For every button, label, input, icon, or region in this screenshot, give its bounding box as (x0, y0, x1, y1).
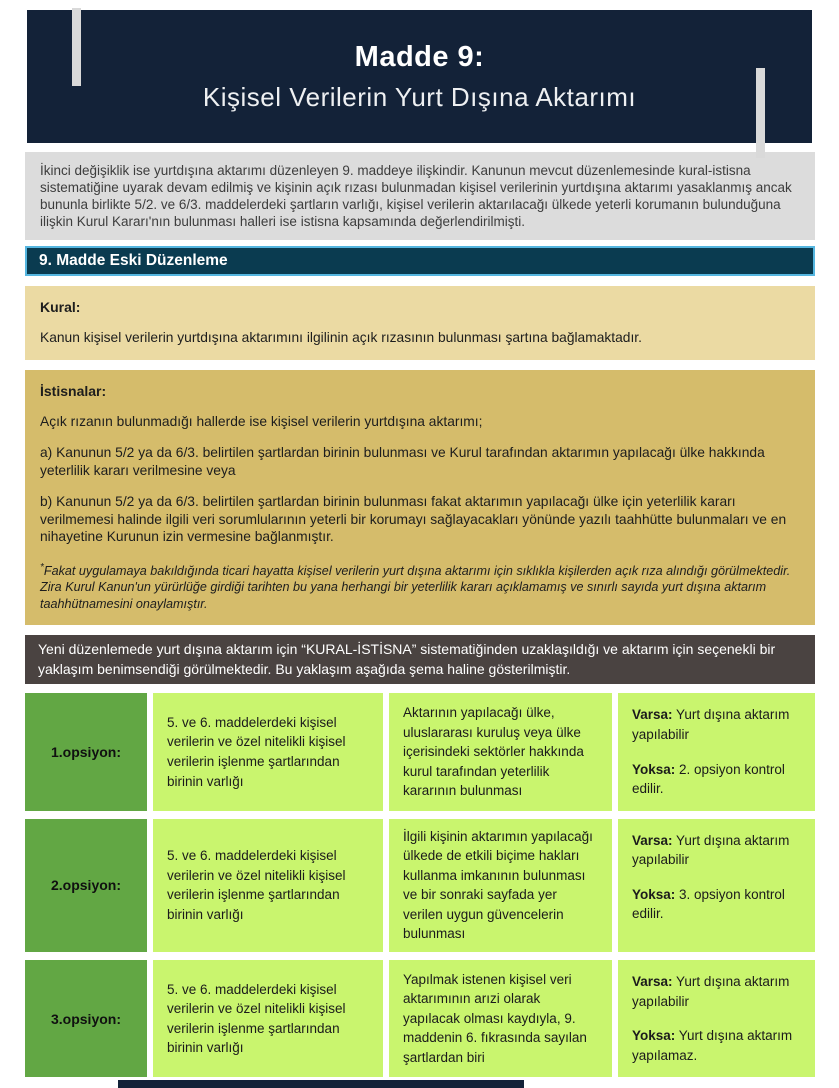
option-condition-cell (153, 819, 383, 952)
table-row (25, 819, 815, 952)
yoksa-text: 2. opsiyon kontrol edilir. (632, 761, 785, 797)
option-label-cell: 2.opsiyon: (25, 819, 147, 952)
istisnalar-item-b: b) Kanunun 5/2 ya da 6/3. belirtilen şartlardan birinin bulunması fakat aktarımın yapılacağı ülke için yeterlilik kararı verilmemesi halinde ilgili veri sorumlularının yeterli bir korumayı sağlayacakları yönünde yazılı taahhütte bulunmaları ve en nihayetine Kurunun izin vermesine bağlanmıştır. (40, 494, 787, 544)
section-header-old-regulation: 9. Madde Eski Düzenleme (25, 246, 815, 276)
detail-text: Yapılmak istenen kişisel veri aktarımının arızi olarak yapılacak olması kaydıyla, 9. maddenin 6. fıkrasında sayılan şartlardan biri (403, 971, 587, 1065)
condition-text: 5. ve 6. maddelerdeki kişisel verilerin ve özel nitelikli kişisel verilerin işlenme şartlarından birinin varlığı (167, 848, 346, 922)
varsa-text: Yurt dışına aktarım yapılabilir (632, 832, 790, 868)
option-outcome-cell (618, 960, 815, 1077)
kural-box (25, 286, 815, 360)
option-condition-cell (153, 693, 383, 810)
title-banner (27, 10, 812, 143)
yoksa-text: 3. opsiyon kontrol edilir. (632, 886, 785, 922)
detail-text: İlgili kişinin aktarımın yapılacağı ülkede de etkili biçime hakları kullanma imkanının bulunması ve bir sonraki sayfada yer verilen uygun güvencelerin bulunması (403, 828, 593, 942)
cutoff-next-section-bar (118, 1080, 524, 1088)
varsa-label: Varsa: (632, 832, 673, 848)
page-title: Madde 9: (354, 40, 485, 73)
istisnalar-item-a: a) Kanunun 5/2 ya da 6/3. belirtilen şartlardan birinin bulunması ve Kurul tarafından aktarımın yapılacağı ülke hakkında yeterlilik kararı verilmesine veya (40, 445, 765, 478)
accent-bar-left (72, 8, 81, 86)
new-regulation-note: Yeni düzenlemede yurt dışına aktarım için “KURAL-İSTİSNA” sistematiğinden uzaklaşıldığı ve aktarım için seçenekli bir yaklaşım benimsendiği görülmektedir. Bu yaklaşım aşağıda şema haline gösterilmiştir. (25, 635, 815, 684)
yoksa-outcome (632, 885, 801, 924)
yoksa-label: Yoksa: (632, 761, 676, 777)
footnote-asterisk: * (40, 561, 44, 573)
varsa-outcome (632, 831, 801, 870)
kural-label: Kural: (40, 299, 81, 315)
varsa-outcome (632, 705, 801, 744)
condition-text: 5. ve 6. maddelerdeki kişisel verilerin ve özel nitelikli kişisel verilerin işlenme şartlarından birinin varlığı (167, 981, 346, 1056)
yoksa-outcome (632, 1026, 801, 1065)
varsa-text: Yurt dışına aktarım yapılabilir (632, 974, 790, 1009)
detail-text: Aktarının yapılacağı ülke, uluslararası kuruluş veya ülke içerisindeki sektörler hakkında kurul tarafından yeterlilik kararının bulunması (403, 705, 584, 799)
table-row (25, 960, 815, 1077)
yoksa-label: Yoksa: (632, 1028, 676, 1044)
options-table (25, 693, 815, 1077)
yoksa-outcome (632, 760, 801, 799)
condition-text: 5. ve 6. maddelerdeki kişisel verilerin ve özel nitelikli kişisel verilerin işlenme şartlarından birinin varlığı (167, 714, 346, 789)
istisnalar-footnote (40, 560, 800, 613)
option-label-cell: 1.opsiyon: (25, 693, 147, 810)
varsa-label: Varsa: (632, 707, 673, 723)
option-condition-cell (153, 960, 383, 1077)
table-row (25, 693, 815, 810)
istisnalar-lead: Açık rızanın bulunmadığı hallerde ise kişisel verilerin yurtdışına aktarımı; (40, 413, 483, 429)
option-detail-cell (389, 960, 612, 1077)
intro-paragraph: İkinci değişiklik ise yurtdışına aktarımı düzenleyen 9. maddeye ilişkindir. Kanunun mevcut düzenlemesinde kural-istisna sistematiğine uyarak devam edilmiş ve kişinin açık rızası bulunmadan kişisel verilerinin yurtdışına aktarımı yasaklanmış ancak bununla birlikte 5/2. ve 6/3. maddelerdeki şartların varlığı, kişisel verilerin aktarılacağı ülkede yeterli korumanın bulunduğuna ilişkin Kurul Kararı'nın bulunması halleri ise istisna kapsamında değerlendirilmişti. (25, 152, 815, 240)
accent-bar-right (756, 68, 765, 158)
kural-text: Kanun kişisel verilerin yurtdışına aktarımını ilgilinin açık rızasının bulunması şartına bağlamaktadır. (40, 330, 642, 345)
yoksa-label: Yoksa: (632, 886, 676, 902)
yoksa-text: Yurt dışına aktarım yapılamaz. (632, 1028, 793, 1063)
varsa-outcome (632, 972, 801, 1011)
istisnalar-box (25, 370, 815, 626)
option-outcome-cell (618, 693, 815, 810)
page-subtitle: Kişisel Verilerin Yurt Dışına Aktarımı (202, 81, 637, 112)
option-label-cell: 3.opsiyon: (25, 960, 147, 1077)
option-detail-cell (389, 819, 612, 952)
footnote-text: Fakat uygulamaya bakıldığında ticari hayatta kişisel verilerin yurt dışına aktarımı için sıklıkla kişilerden açık rıza alındığı görülmektedir. Zira Kurul Kanun'un yürürlüğe girdiği tarihten bu yana herhangi bir yeterlilik kararı açıklamamış ve sınırlı sayıda yurt dışına aktarım taahhütnamesini onaylamıştır. (40, 563, 791, 611)
option-detail-cell (389, 693, 612, 810)
option-outcome-cell (618, 819, 815, 952)
istisnalar-label: İstisnalar: (40, 382, 107, 399)
varsa-label: Varsa: (632, 974, 673, 989)
varsa-text: Yurt dışına aktarım yapılabilir (632, 707, 790, 742)
